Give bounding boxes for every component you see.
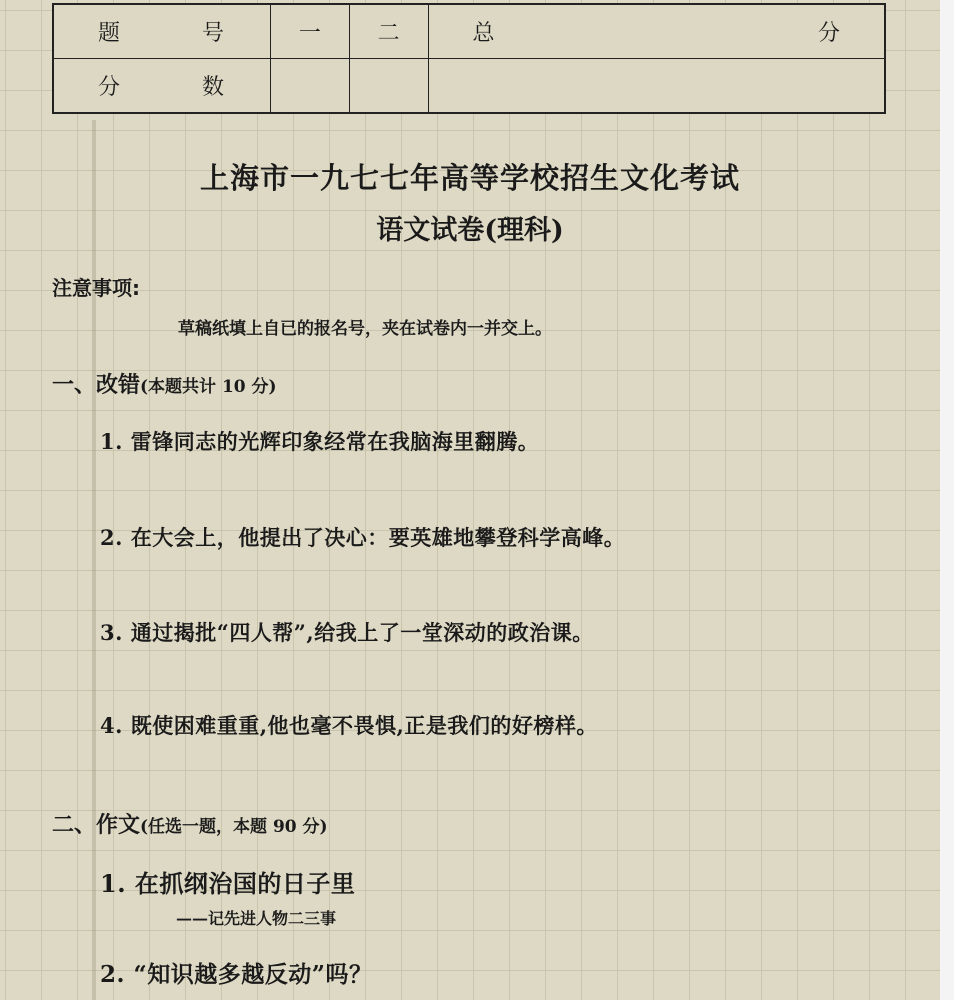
question-1: 1. 雷锋同志的光辉印象经常在我脑海里翻腾。 [100, 429, 540, 454]
question-number-1: 一 [271, 4, 350, 59]
label-char: 分 [817, 21, 840, 46]
question-4: 4. 既使困难重重,他也毫不畏惧,正是我们的好榜样。 [100, 713, 598, 738]
exam-title: 上海市一九七七年高等学校招生文化考试 [199, 161, 740, 195]
essay-topic-2: 2. “知识越多越反动”吗？ [100, 961, 373, 988]
label-char: 分 [98, 75, 121, 100]
paper-fold-line [92, 120, 96, 1000]
total-score-header [428, 4, 885, 59]
score-cell-1 [271, 59, 350, 114]
section-note: (任选一题，本题 90 分) [140, 817, 328, 837]
essay-topic-1: 1. 在抓纲治国的日子里 [100, 869, 356, 898]
essay-topic-1-subtitle: ——记先进人物二三事 [176, 909, 337, 928]
score-cell-total [428, 59, 885, 114]
section-title: 二、作文 [52, 812, 141, 838]
label-char: 数 [201, 75, 224, 100]
score-cell-2 [349, 59, 428, 114]
label-char: 号 [201, 21, 224, 46]
label-char: 总 [472, 21, 495, 46]
section-1-heading [52, 368, 277, 399]
exam-subtitle: 语文试卷(理科) [376, 215, 564, 246]
label-char: 题 [98, 21, 121, 46]
score-table-header-row [53, 4, 885, 59]
score-table [52, 3, 886, 114]
notice-heading: 注意事项: [52, 276, 140, 300]
score-table-label-cell [53, 4, 271, 59]
question-2: 2. 在大会上，他提出了决心：要英雄地攀登科学高峰。 [100, 525, 626, 550]
score-table-label-cell [53, 59, 271, 114]
score-table-score-row [53, 59, 885, 114]
question-number-2: 二 [349, 4, 428, 59]
section-note: (本题共计 10 分) [140, 377, 277, 397]
section-2-heading [52, 808, 328, 839]
question-3: 3. 通过揭批“四人帮”,给我上了一堂深动的政治课。 [100, 620, 594, 645]
section-title: 一、改错 [52, 372, 141, 398]
notice-text: 草稿纸填上自已的报名号，夹在试卷内一并交上。 [178, 319, 552, 339]
